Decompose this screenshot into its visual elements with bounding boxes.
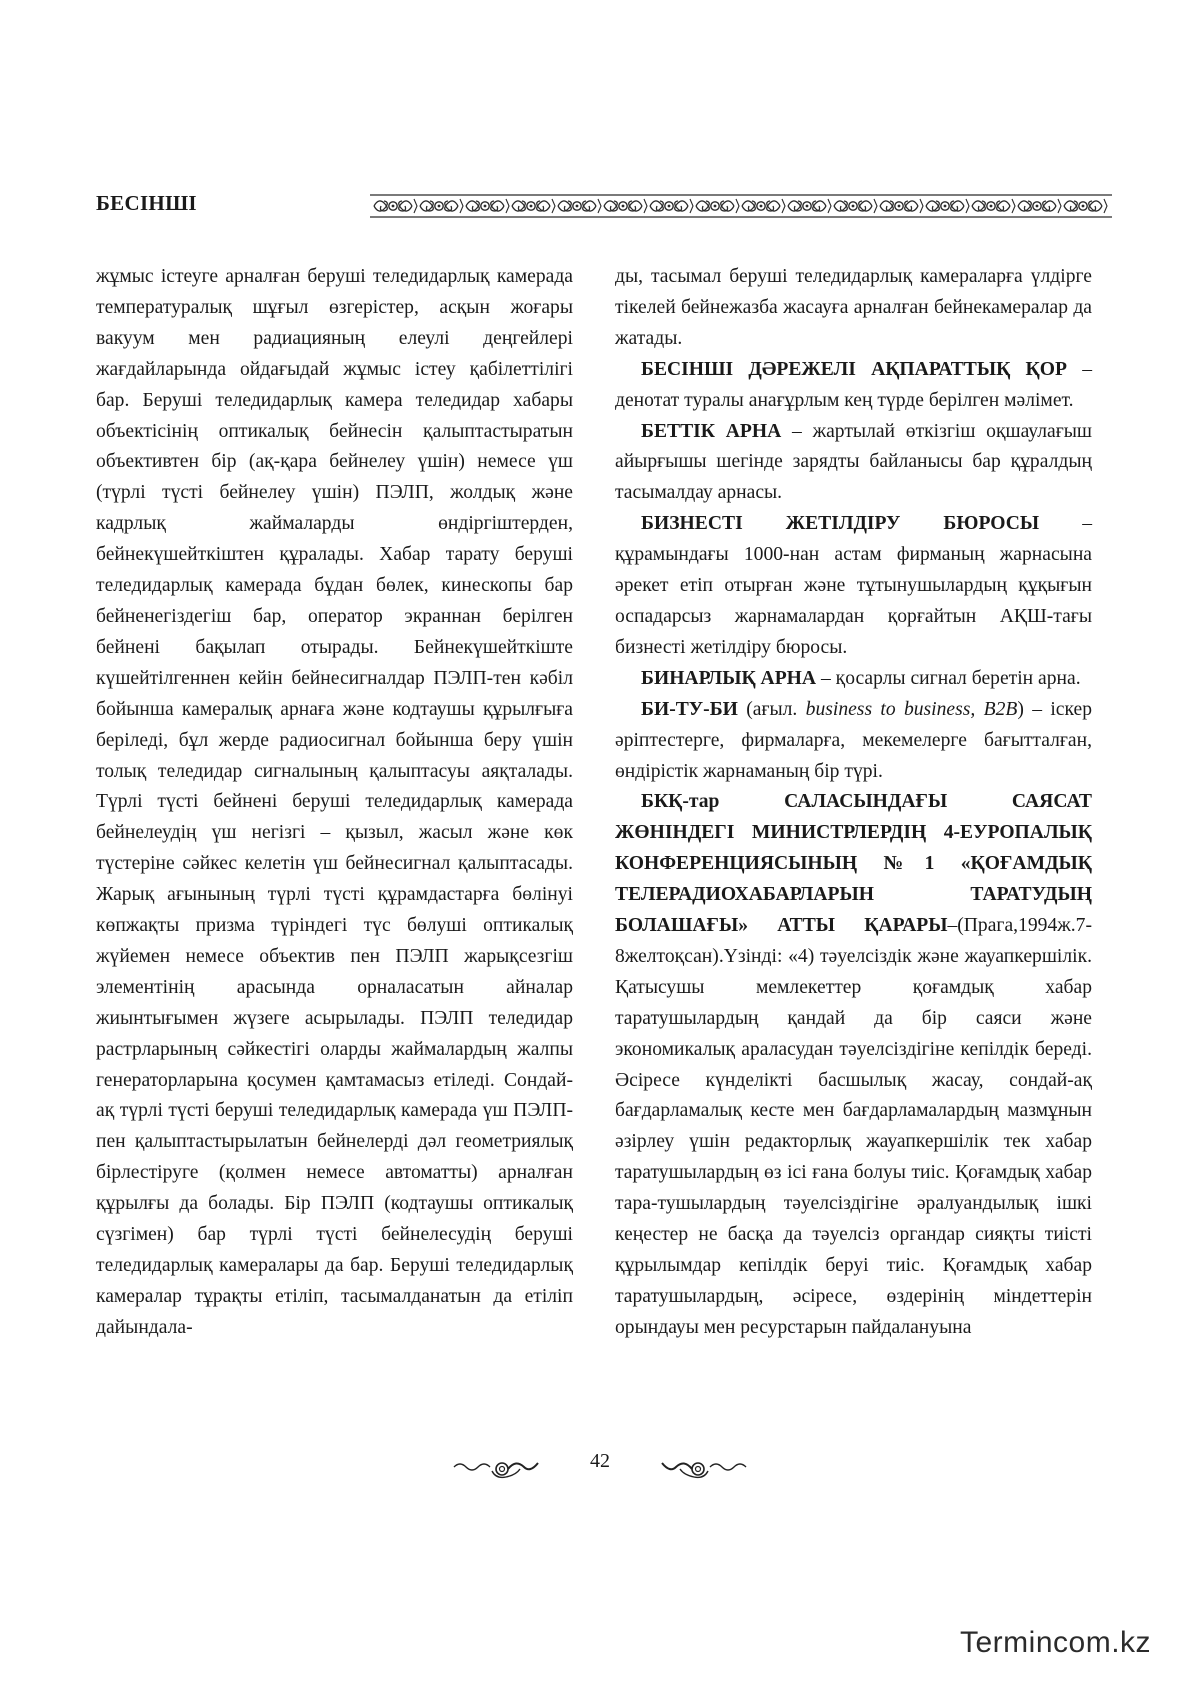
entry-term: БКҚ-тар САЛАСЫНДАҒЫ САЯСАТ ЖӨНІНДЕГІ МИНИСТРЛЕРДІҢ 4-ЕУРОПАЛЫҚ КОНФЕРЕНЦИЯСЫНЫҢ №1 «ҚОҒАМДЫҚ ТЕЛЕРАДИОХАБАРЛАРЫН ТАРАТУДЫҢ БОЛАШАҒЫ» АТТЫ ҚАРАРЫ: [615, 791, 1092, 937]
entry-definition: ) – іскер әріптестерге, фирмаларға, мекемелерге бағытталған, өндірістік жарнаманың бір түрі.: [615, 698, 1092, 782]
glossary-entry: [615, 787, 1092, 1343]
entry-definition: – қосарлы сигнал беретін арна.: [816, 667, 1081, 689]
glossary-entry: [615, 417, 1092, 510]
left-text-column: [96, 262, 573, 1344]
page-footer: [0, 1448, 1191, 1488]
body-paragraph: жұмыс істеуге арналған беруші теледидарлық камерада температуралық шұғыл өзгерістер, асқын жоғары вакуум мен радиацияның елеулі деңгейлері жағдайларында ойдағыдай жұмыс істеу қабілеттілігі бар. Беруші теледидарлық камера теледидар хабары объектісінің оптикалық бейнесін қалыптастыратын объективтен бір (ақ-қара бейнелеу үшін) немесе үш (түрлі түсті бейнелеу үшін) ПЭЛП, жолдық және кадрлық жаймаларды өндіргіштерден, бейнекүшейткіштен құралады. Хабар тарату беруші теледидарлық камерада бұдан бөлек, кинескопы бар бейненегіздегіш бар, оператор экраннан берілген бейнені бақылап отырады. Бейнекүшейткіште күшейтілгеннен кейін бейнесигналдар ПЭЛП-тен кәбіл бойынша камералық арнаға және кодтаушы құрылғыға беріледі, бұл жерде радиосигнал бойынша беру үшін толық теледидар сигналының қалыптасуы аяқталады. Түрлі түсті бейнені беруші теледидарлық камерада бейнелеудің үш негізгі – қызыл, жасыл және көк түстеріне сәйкес келетін үш бейнесигнал қалыптасады. Жарық ағынының түрлі түсті құрамдастарға бөлінуі көпжақты призма түріндегі түс бөлуші оптикалық жүйемен немесе объектив пен ПЭЛП жарықсезгіш элементінің арасында орналасатын айналар жиынтығымен жүзеге асырылады. ПЭЛП теледидар растрларының сәйкестігі оларды жаймалардың жалпы генераторларына қосумен қамтамасыз етіледі. Сондай-ақ түрлі түсті беруші теледидарлық камерада үш ПЭЛП-пен қалыптастырылатын бейнелерді дәл геометриялық бірлестіруге (қолмен немесе автоматты) арналған құрылғы да болады. Бір ПЭЛП (кодтаушы оптикалық сүзгімен) бар түрлі түсті бейнелесудің беруші теледидарлық камералары да бар. Беруші теледидарлық камералар тұрақты етіліп, тасымалданатын да етіліп дайындала-: [96, 266, 573, 1338]
running-header: БЕСІНШІ: [96, 191, 197, 215]
ornament-pattern-icon: [370, 193, 1112, 219]
entry-definition: – денотат туралы анағұрлым кең түрде берілген мәлімет.: [615, 358, 1092, 411]
entry-term: БИНАРЛЫҚ АРНА: [641, 667, 817, 689]
entry-term: БЕСІНШІ ДӘРЕЖЕЛІ АҚПАРАТТЫҚ ҚОР: [641, 358, 1067, 380]
header-ornament-band: [370, 193, 1112, 219]
glossary-entry: [615, 695, 1092, 788]
footer-ornament-left-icon: [452, 1458, 542, 1480]
page-number: 42: [590, 1450, 610, 1472]
glossary-entry: [615, 664, 1092, 695]
continuation-paragraph: ды, тасымал беруші теледидарлық камераларға үлдірге тікелей бейнежазба жасауға арналған бейнекамералар да жатады.: [615, 266, 1092, 349]
entry-definition: –(Прага,1994ж.7-8желтоқсан).Үзінді: «4) тәуелсіздік және жауапкершілік. Қатысушы мемлекеттер қоғамдық хабар таратушылардың қандай да бір саяси және экономикалық араласудан тәуелсіздігіне кепілдік береді. Әсіресе күнделікті басшылық жасау, сондай-ақ бағдарламалық кесте мен бағдарламалардың мазмұнын әзірлеу үшін редакторлық жауапкершілік тек хабар таратушылардың өз ісі ғана болуы тиіс. Қоғамдық хабар тара-тушылардың тәуелсіздігіне әралуандылық ішкі кеңестер не басқа да тәуелсіз органдар сияқты тиісті құрылымдар кепілдік беруі тиіс. Қоғамдық хабар таратушылардың, әсіресе, өздерінің міндеттерін орындауы мен ресурстарын пайдалануына: [615, 915, 1092, 1338]
entry-definition: – жартылай өткізгіш оқшаулағыш айырғышы шегінде зарядты байланысы бар құралдың тасымалдау арнасы.: [615, 420, 1092, 504]
entry-definition-prefix: (ағыл.: [737, 698, 806, 720]
site-watermark: [960, 1626, 1151, 1666]
entry-definition-italic: business to business, B2B: [805, 698, 1018, 720]
watermark-text: Termincom.kz: [960, 1626, 1152, 1659]
entry-term: БИ-ТУ-БИ: [641, 698, 738, 720]
glossary-entry: [615, 355, 1092, 417]
right-text-column: [615, 262, 1092, 1344]
entry-term: БИЗНЕСТІ ЖЕТІЛДІРУ БЮРОСЫ: [641, 513, 1040, 535]
glossary-entry: [615, 509, 1092, 664]
footer-ornament-right-icon: [658, 1458, 748, 1480]
entry-definition: – құрамындағы 1000-нан астам фирманың жарнасына әрекет етіп отырған және тұтынушылардың құқығын оспадарсыз жарнамалардан қорғайтын АҚШ-тағы бизнесті жетілдіру бюросы.: [615, 513, 1092, 658]
entry-term: БЕТТІК АРНА: [641, 420, 782, 442]
